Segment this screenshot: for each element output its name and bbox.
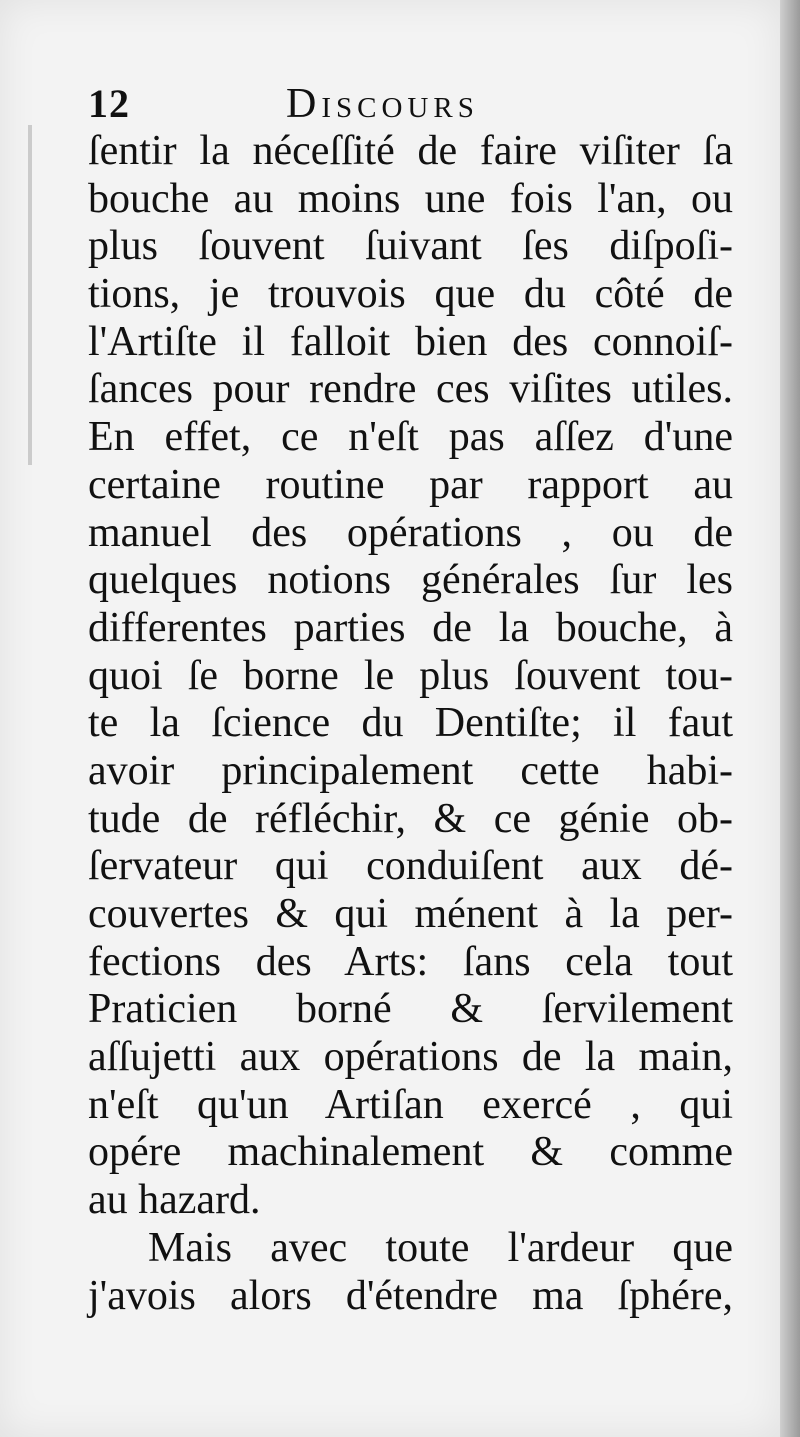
text-line: l'Artiſte il falloit bien des connoiſ- (88, 318, 733, 365)
text-line: Praticien borné & ſervilement (88, 986, 733, 1033)
running-head (88, 80, 558, 130)
running-title: Discours (286, 81, 479, 127)
text-line: avoir principalement cette habi- (88, 747, 733, 794)
text-line: fections des Arts: ſans cela tout (88, 938, 733, 985)
text-line: tude de réfléchir, & ce génie ob- (88, 795, 733, 842)
text-line: tions, je trouvois que du côté de (88, 271, 733, 318)
page-number: 12 (88, 81, 130, 126)
text-line: En effet, ce n'eſt pas aſſez d'une (88, 414, 733, 461)
text-line: au hazard. (88, 1177, 261, 1224)
text-line: quelques notions générales ſur les (88, 557, 733, 604)
text-line: aſſujetti aux opérations de la main, (88, 1034, 733, 1081)
page-edge (780, 0, 800, 1437)
text-line: differentes parties de la bouche, à (88, 604, 733, 651)
text-line: ſances pour rendre ces viſites utiles. (88, 366, 733, 413)
text-line: certaine routine par rapport au (88, 461, 733, 508)
text-line: j'avois alors d'étendre ma ſphére, (88, 1272, 733, 1319)
text-line: plus ſouvent ſuivant ſes diſpoſi- (88, 223, 733, 270)
text-line: couvertes & qui ménent à la per- (88, 891, 733, 937)
text-line: n'eſt qu'un Artiſan exercé , qui (88, 1081, 733, 1128)
text-line: ſervateur qui conduiſent aux dé- (88, 843, 733, 890)
text-line: quoi ſe borne le plus ſouvent tou- (88, 652, 733, 699)
text-line: opére machinalement & comme (88, 1129, 733, 1176)
text-line: te la ſcience du Dentiſte; il faut (88, 700, 733, 747)
text-line: bouche au moins une fois l'an, ou (88, 175, 733, 222)
text-line: manuel des opérations , ou de (88, 509, 733, 556)
margin-mark (28, 125, 32, 465)
text-line: Mais avec toute l'ardeur que (148, 1224, 733, 1271)
body-text (88, 128, 733, 1320)
text-line: ſentir la néceſſité de faire viſiter ſa (88, 128, 733, 174)
